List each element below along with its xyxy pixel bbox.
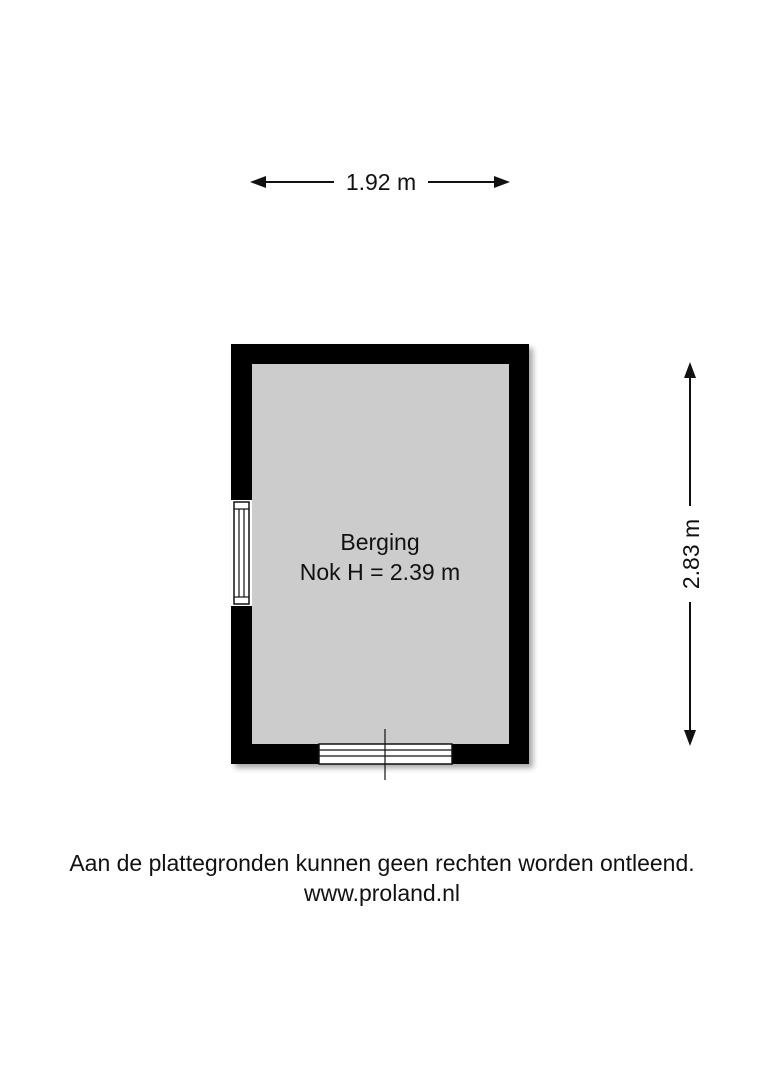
arrow-down-icon bbox=[684, 730, 696, 746]
width-dimension-label: 1.92 m bbox=[345, 169, 417, 195]
left-window bbox=[231, 500, 252, 606]
height-dimension bbox=[678, 362, 704, 746]
arrow-right-icon bbox=[494, 176, 510, 188]
height-dimension-label: 2.83 m bbox=[678, 518, 704, 590]
room-ridge-height: Nok H = 2.39 m bbox=[299, 559, 461, 585]
arrow-up-icon bbox=[684, 362, 696, 378]
website-text: www.proland.nl bbox=[304, 880, 460, 906]
width-dimension bbox=[250, 169, 510, 195]
room-name: Berging bbox=[340, 529, 420, 555]
disclaimer-text: Aan de plattegronden kunnen geen rechten worden ontleend. bbox=[69, 850, 695, 876]
arrow-left-icon bbox=[250, 176, 266, 188]
